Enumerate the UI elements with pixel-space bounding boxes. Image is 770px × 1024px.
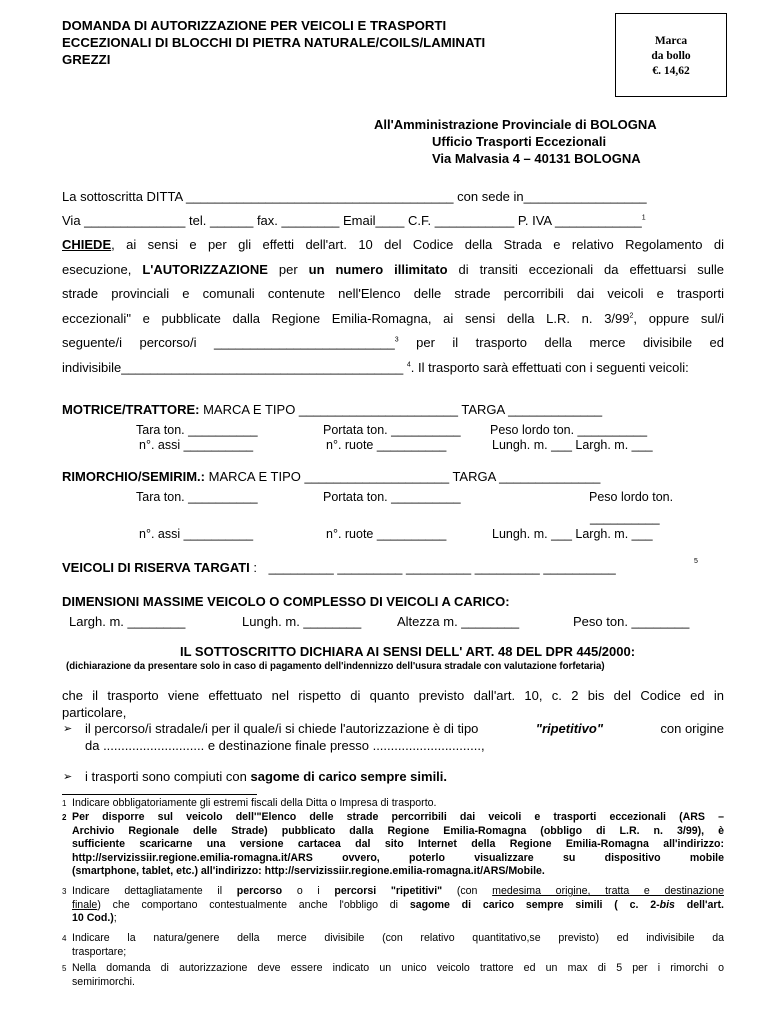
title-line: GREZZI [62,52,111,67]
request-text: , ai sensi e per gli effetti dell'art. 10 del Codice della Strada e relativo Regolamento di [111,237,724,252]
max-height-field[interactable]: Altezza m. ________ [397,614,520,629]
footnote-ref: 2 [629,312,634,320]
footnote-number: 2 [62,813,67,822]
footnote-5 [62,962,724,989]
footnote-ref: 5 [694,558,698,565]
footnote-1 [62,797,724,811]
tractor-brand-row[interactable] [62,402,602,417]
footnote-3 [62,885,724,926]
bullet-route-type [85,721,724,736]
request-text: per il trasporto della merce divisibile ed [398,335,725,350]
request-line [62,307,724,332]
footnote-text: semirimorchi. [72,975,135,988]
trailer-peso-label: Peso lordo ton. [589,490,674,504]
footnote-4 [62,932,724,959]
reserve-colon: : [249,560,258,575]
trailer-label: RIMORCHIO/SEMIRIM.: [62,469,205,484]
request-text: esecuzione, [62,261,132,277]
revenue-stamp-box [615,13,727,97]
footnote-text: Indicare obbligatoriamente gli estremi fiscali della Ditta o Impresa di trasporto. [72,797,437,809]
reserve-plate-fields: _________ _________ _________ _________ __________ [268,560,616,575]
tractor-brand-fields: MARCA E TIPO ______________________ TARGA _____________ [203,402,603,417]
stamp-line: €. 14,62 [652,65,690,77]
route-origin-destination-field[interactable]: da ............................ e destinazione finale presso .............................., [85,738,485,753]
footnote-text: (smartphone, tablet, etc.) all'indirizzo: http://servizissiir.regione.emilia-romagna.it/ARS/Mobile. [72,865,545,877]
arrow-bullet-icon: ➢ [63,722,73,735]
declaration-heading: IL SOTTOSCRITTO DICHIARA AI SENSI DELL' ART. 48 DEL DPR 445/2000: [180,644,636,659]
authorization-keyword: L'AUTORIZZAZIONE [142,261,268,277]
applicant-contact-text: Via ______________ tel. ______ fax. ________ Email____ C.F. ___________ P. IVA ____________ [62,213,642,228]
footnote-text: 10 Cod.); [72,912,117,924]
bullet-text: i trasporti sono compiuti con [85,769,247,784]
document-title [62,17,485,68]
trailer-axles-field[interactable]: n°. assi __________ [139,527,254,541]
footnote-ref: 1 [641,214,646,222]
request-line [62,233,724,258]
trailer-portata-field[interactable]: Portata ton. __________ [323,490,461,504]
tractor-peso-field[interactable]: Peso lordo ton. __________ [490,423,648,437]
footnote-number: 1 [62,799,67,808]
footnote-separator [62,794,257,795]
trailer-tara-field[interactable]: Tara ton. __________ [136,490,258,504]
reserve-label: VEICOLI DI RISERVA TARGATI [62,560,250,575]
bullet-similar-loads [85,769,447,784]
request-text: , oppure sul/i [633,310,725,326]
request-line[interactable] [62,331,724,356]
footnote-text: Per disporre sul veicolo dell'"Elenco delle strade percorribili dai veicoli e trasporti eccezionali (ARS – [72,811,724,823]
declaration-intro: che il trasporto viene effettuato nel rispetto di quanto previsto dall'art. 10, c. 2 bis del Codice ed in [62,688,724,703]
applicant-contact-line[interactable] [62,213,646,228]
footnote-number: 4 [62,934,67,943]
addressee-line-1: All'Amministrazione Provinciale di BOLOGNA [374,117,657,132]
bullet-text: il percorso/i stradale/i per il quale/i si chiede l'autorizzazione è di tipo [85,721,479,736]
footnote-text: Nella domanda di autorizzazione deve essere indicato un unico veicolo trattore ed un max di 5 per i rimorchi o [72,962,724,974]
tractor-label: MOTRICE/TRATTORE: [62,402,200,417]
trailer-wheels-field[interactable]: n°. ruote __________ [326,527,447,541]
trailer-brand-fields: MARCA E TIPO ____________________ TARGA ______________ [208,469,601,484]
similar-loads-keyword: sagome di carico sempre simili. [250,769,448,784]
request-text: di transiti eccezionali da effettuarsi sulle [458,261,724,277]
tractor-tara-field[interactable]: Tara ton. __________ [136,423,258,437]
footnote-text: finale) che comportano contestualmente anche l'obbligo di sagome di carico sempre simili ( c. 2-bis dell'art. [72,898,724,911]
max-length-field[interactable]: Lungh. m. ________ [242,614,362,629]
footnote-text: sufficiente scaricarne una versione cartacea dal sito Internet della Regione Emilia-Romagna all'indirizzo: [72,838,724,850]
request-text: seguente/i percorso/i _________________________ [62,335,395,350]
title-line: DOMANDA DI AUTORIZZAZIONE PER VEICOLI E TRASPORTI [62,18,447,33]
tractor-portata-field[interactable]: Portata ton. __________ [323,423,461,437]
request-text: per [278,261,298,277]
footnote-text: http://servizissiir.regione.emilia-romagna.it/ARS ovvero, poterlo visualizzare su dispositivo mobile [72,851,724,864]
footnote-text: Archivio Regionale delle Strade) pubblicato dalla Regione Emilia-Romagna (obbligo di L.R. n. 3/99), è [72,824,724,837]
repetitive-keyword: "ripetitivo" [535,721,604,736]
applicant-company-line[interactable]: La sottoscritta DITTA _____________________________________ con sede in_________________ [62,189,647,204]
addressee-line-2: Ufficio Trasporti Eccezionali [432,134,607,149]
footnote-number: 5 [62,964,67,973]
request-text: indivisibile_______________________________________ [62,359,404,375]
request-line: strade provinciali e comunali contenute nell'Elenco delle strade percorribili dai veicoli e trasporti [62,286,724,301]
request-line[interactable] [62,356,724,381]
trailer-brand-row[interactable] [62,469,600,484]
request-text: . Il trasporto sarà effettuati con i seguenti veicoli: [410,359,689,375]
max-weight-field[interactable]: Peso ton. ________ [573,614,690,629]
reserve-vehicles-row[interactable] [62,560,616,575]
tractor-axles-field[interactable]: n°. assi __________ [139,438,254,452]
declaration-intro-2: particolare, [62,705,127,720]
unlimited-keyword: un numero illimitato [308,261,448,277]
footnote-text: Indicare la natura/genere della merce divisibile (con relativo quantitativo,se previsto) ed indivisibile da [72,932,724,944]
bullet-text: con origine [660,721,724,736]
request-paragraph [62,233,724,380]
addressee-line-3: Via Malvasia 4 – 40131 BOLOGNA [432,151,641,166]
title-line: ECCEZIONALI DI BLOCCHI DI PIETRA NATURALE/COILS/LAMINATI [62,35,486,50]
max-width-field[interactable]: Largh. m. ________ [69,614,186,629]
declaration-note: (dichiarazione da presentare solo in caso di pagamento dell'indennizzo dell'usura stradale con valutazione forfetaria) [66,661,605,672]
request-line [62,258,724,283]
stamp-line: da bollo [651,50,691,62]
footnote-2 [62,811,724,879]
chiede-keyword: CHIEDE [62,237,112,252]
request-text: eccezionali" e pubblicate dalla Regione Emilia-Romagna, ai sensi della L.R. n. 3/99 [62,310,630,326]
tractor-dimensions-field[interactable]: Lungh. m. ___ Largh. m. ___ [492,438,653,452]
footnote-ref: 3 [394,336,399,344]
footnote-number: 3 [62,887,67,896]
stamp-line: Marca [654,35,688,47]
trailer-dimensions-field[interactable]: Lungh. m. ___ Largh. m. ___ [492,527,653,541]
trailer-peso-field[interactable]: __________ [590,511,660,525]
tractor-wheels-field[interactable]: n°. ruote __________ [326,438,447,452]
footnote-text: trasportare; [72,945,127,958]
footnote-text: Indicare dettagliatamente il percorso o i percorsi "ripetitivi" (con medesima origine, tratta e destinazione [72,885,724,897]
arrow-bullet-icon: ➢ [63,770,73,783]
footnote-ref: 4 [406,361,411,369]
dimensions-heading: DIMENSIONI MASSIME VEICOLO O COMPLESSO DI VEICOLI A CARICO: [62,594,510,609]
